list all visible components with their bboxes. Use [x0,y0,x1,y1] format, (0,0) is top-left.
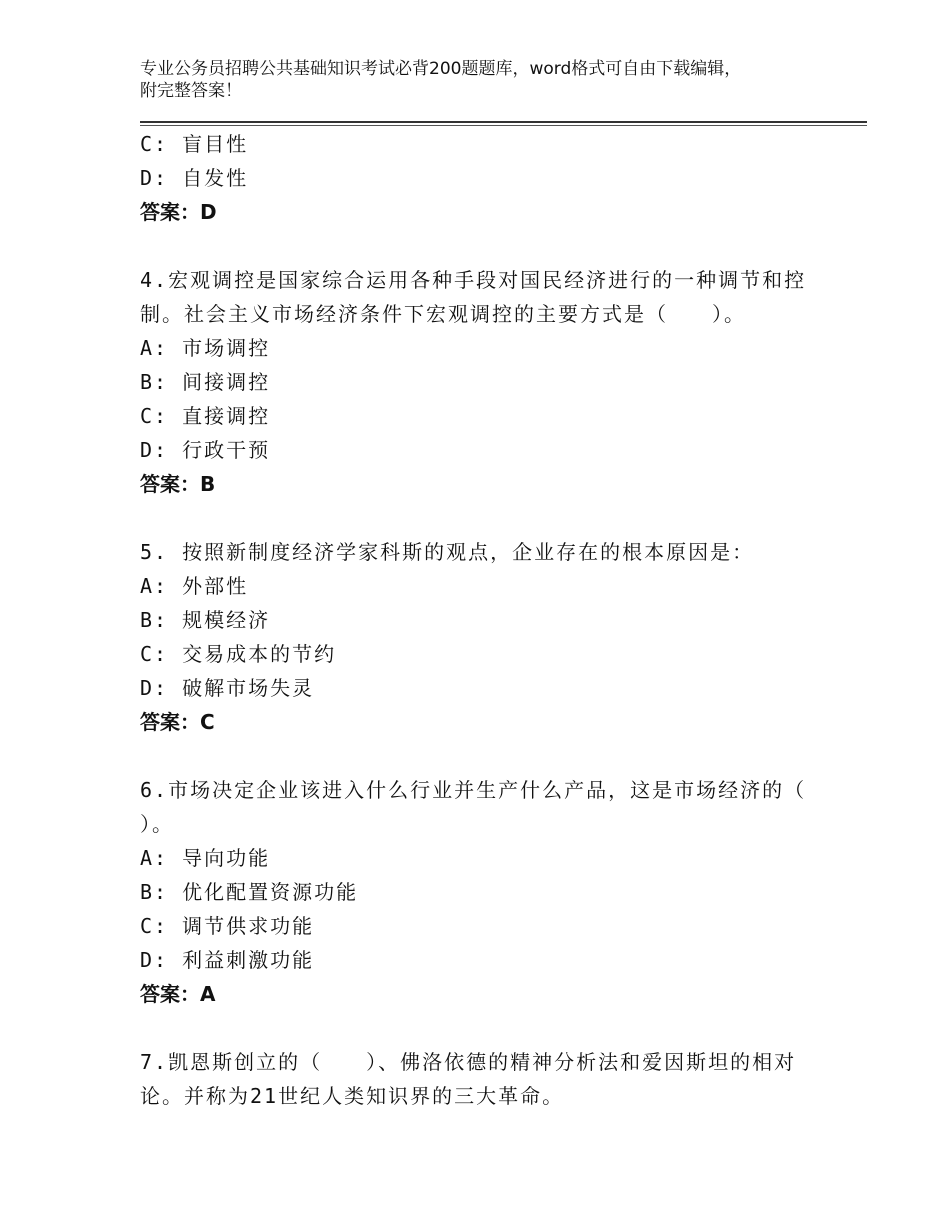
question-block-6 [140,773,820,1011]
option-a: A: 外部性 [140,574,249,598]
question-text: 5. 按照新制度经济学家科斯的观点，企业存在的根本原因是： [140,540,755,564]
question-text: 4.宏观调控是国家综合运用各种手段对国民经济进行的一种调节和控 [140,268,807,292]
option-c: C: 直接调控 [140,404,271,428]
answer-line: 答案：C [140,710,215,734]
spacer [140,229,820,263]
question-text: 论。并称为21世纪人类知识界的三大革命。 [140,1084,565,1108]
option-c: C: 调节供求功能 [140,914,315,938]
question-text: ）。 [140,812,174,836]
spacer [140,1011,820,1045]
spacer [140,501,820,535]
prev-question-block [140,127,820,229]
header-line-1: 专业公务员招聘公共基础知识考试必背200题题库，word格式可自由下载编辑， [140,59,742,79]
answer-line: 答案：B [140,472,216,496]
option-b: B: 规模经济 [140,608,271,632]
answer-line: 答案：A [140,982,216,1006]
header-divider-thin [140,125,867,126]
option-c: C: 盲目性 [140,132,249,156]
option-d: D: 自发性 [140,166,249,190]
question-block-4 [140,263,820,501]
option-c: C: 交易成本的节约 [140,642,337,666]
question-text: 制。社会主义市场经济条件下宏观调控的主要方式是（ ）。 [140,302,746,326]
option-a: A: 导向功能 [140,846,271,870]
option-d: D: 行政干预 [140,438,271,462]
question-text: 7.凯恩斯创立的（ ）、佛洛依德的精神分析法和爱因斯坦的相对 [140,1050,797,1074]
page-header [140,58,840,102]
option-b: B: 优化配置资源功能 [140,880,359,904]
header-line-2: 附完整答案！ [140,81,242,101]
spacer [140,739,820,773]
option-d: D: 破解市场失灵 [140,676,315,700]
question-block-5 [140,535,820,739]
question-block-7 [140,1045,820,1113]
header-divider-thick [140,121,867,123]
answer-line: 答案：D [140,200,217,224]
option-d: D: 利益刺激功能 [140,948,315,972]
option-b: B: 间接调控 [140,370,271,394]
question-text: 6.市场决定企业该进入什么行业并生产什么产品，这是市场经济的（ [140,778,807,802]
option-a: A: 市场调控 [140,336,271,360]
question-content [140,127,820,1113]
